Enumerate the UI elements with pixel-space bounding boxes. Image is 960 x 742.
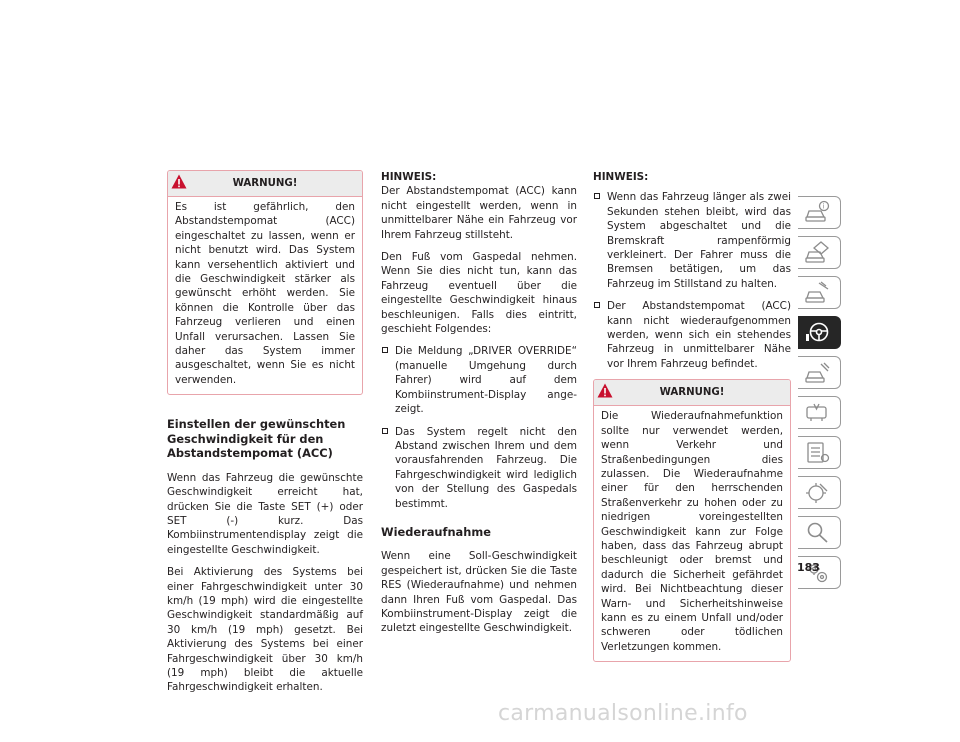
index-search-icon [804,520,831,545]
car-info-icon [804,200,831,225]
emergency-car-icon [804,400,831,425]
warning-title: WARNUNG! [232,178,298,189]
chapter-tab[interactable] [798,196,841,229]
page-number: 183 [797,561,820,574]
paragraph: Wenn das Fahrzeug die gewünschte Geschwindigkeit erreicht hat, drücken Sie die Taste SET (+) oder SET (-) kurz. Das Kombiinstrumentendisplay zeigt die eingestellte Geschwindigkeit. [167,471,363,556]
section-title: Einstellen der gewünschten Geschwindigkeit für den Abstandstempomat (ACC) [167,417,346,461]
warning-title: WARNUNG! [659,387,725,399]
service-list-icon [804,440,831,465]
chapter-tab[interactable] [798,276,841,309]
column-right [593,170,791,662]
chapter-tab[interactable] [798,516,841,549]
chapter-tab[interactable] [798,396,841,429]
warning-header [594,380,790,406]
column-left [167,170,363,703]
svg-text:i: i [822,202,825,211]
list-item: Wenn das Fahrzeug länger als zwei Sekunden stehen bleibt, wird das System abgeschaltet und die Bremskraft rampenförmig verkleinert. Der Fahrer muss die Bremsen betätigen, um das Fahrzeug im Stillstand zu halten. [593,190,791,291]
bullet-list [381,344,577,510]
chapter-tab[interactable] [798,436,841,469]
engine-start-icon [804,360,831,385]
note-label: HINWEIS: [593,171,649,183]
bullet-list [593,190,791,371]
watermark: carmanualsonline.info [498,701,748,726]
square-bullet-icon [382,347,388,353]
square-bullet-icon [594,302,600,308]
paragraph: Den Fuß vom Gaspedal nehmen. Wenn Sie dies nicht tun, kann das Fahrzeug eventuell über die eingestellte Geschwindigkeit hinaus beschleunigen. Falls dies eintritt, geschieht Folgendes: [381,251,577,336]
list-item: Die Meldung „DRIVER OVERRIDE“ (manuelle Umgehung durch Fahrer) wird auf dem Kombiinstrument-Display angezeigt. [381,344,577,416]
square-bullet-icon [382,428,388,434]
warning-header [168,171,362,197]
list-item: Das System regelt nicht den Abstand zwischen Ihrem und dem vorausfahrenden Fahrzeug. Die Fahrgeschwindigkeit wird lediglich von der Stellung des Gaspedals bestimmt. [381,425,577,511]
warning-text: Die Wiederaufnahmefunktion sollte nur verwendet werden, wenn Verkehr und Straßenbedingungen dies zulassen. Die Wiederaufnahme einer für den herrschenden Straßenverkehr zu hohen oder zu niedrigen voreingestellten Geschwindigkeit kann zur Folge haben, dass das Fahrzeug abrupt beschleunigt oder bremst und dadurch die Sicherheit gefährdet wird. Bei Nichtbeachtung dieser Warn- und Sicherheitshinweise kann es zu einem Unfall und/oder schweren oder tödlichen Verletzungen kommen. [601,410,783,653]
column-middle [381,170,577,644]
chapter-tab-active[interactable] [798,316,841,349]
maintenance-icon [804,480,831,505]
warning-triangle-icon [597,383,613,398]
warning-box [593,379,791,662]
warning-triangle-icon [171,174,187,189]
square-bullet-icon [594,193,600,199]
vehicle-safety-icon [804,240,831,265]
chapter-tab[interactable] [798,356,841,389]
list-item: Der Abstandstempomat (ACC) kann nicht wiederaufgenommen werden, wenn sich ein stehendes Fahrzeug in unmittelbarer Nähe vor Ihrem Fahrzeug befindet. [593,299,791,371]
warning-box [167,170,363,395]
paragraph: Wenn eine Soll-Geschwindigkeit gespeichert ist, drücken Sie die Taste RES (Wiederaufnahme) und nehmen dann Ihren Fuß vom Gaspedal. Das Kombiinstrument-Display zeigt die zuletzt eingestellte Geschwindigkeit. [381,550,577,635]
section-title: Wiederaufnahme [381,524,491,539]
note-text: Der Abstandstempomat (ACC) kann nicht eingestellt werden, wenn in unmittelbarer Nähe ein Fahrzeug vor Ihrem Fahrzeug stillsteht. [381,185,577,241]
car-features-icon [804,280,831,305]
note-label: HINWEIS: [381,171,437,183]
chapter-tab[interactable] [798,236,841,269]
paragraph: Bei Aktivierung des Systems bei einer Fahrgeschwindigkeit unter 30 km/h (19 mph) wird die eingestellte Geschwindigkeit standardmäßig auf 30 km/h (19 mph) gesetzt. Bei Aktivierung des Systems bei einer Fahrgeschwindigkeit über 30 km/h (19 mph) bleibt die aktuelle Fahrgeschwindigkeit erhalten. [167,566,363,694]
chapter-tab[interactable] [798,476,841,509]
chapter-tabs [798,196,841,596]
warning-text: Es ist gefährlich, den Abstandstempomat (ACC) eingeschaltet zu lassen, wenn er nicht benutzt wird. Das System kann versehentlich aktiviert und die Geschwindigkeit stärker als gewünscht erhöht werden. Sie können die Kontrolle über das Fahrzeug verlieren und einen Unfall verursachen. Lassen Sie daher das System immer ausgeschaltet, wenn Sie es nicht verwenden. [175,201,355,386]
steering-wheel-icon [804,320,831,345]
